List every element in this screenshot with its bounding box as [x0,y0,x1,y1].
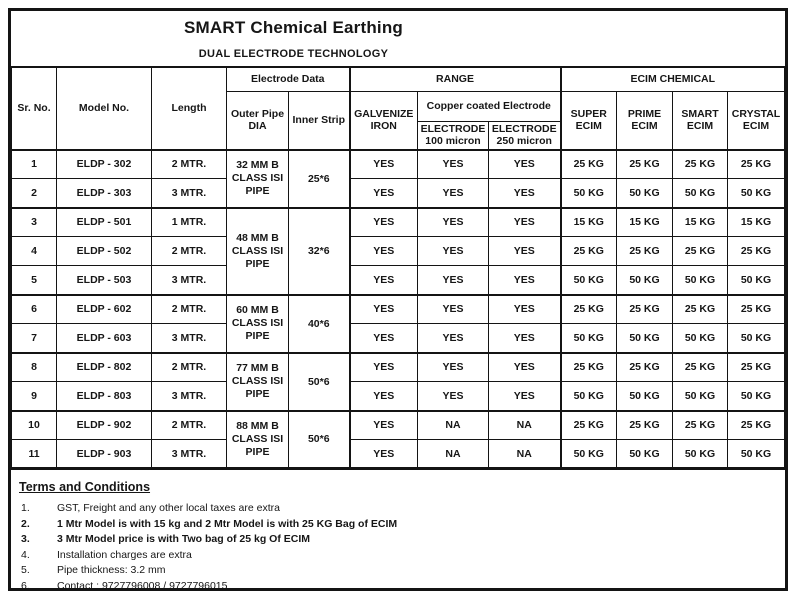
electrode-100-cell: YES [418,324,489,353]
outer-pipe-cell: 60 MM B CLASS ISI PIPE [227,295,289,353]
table-body [12,150,785,469]
table-row [12,150,785,179]
electrode-250-cell: YES [489,266,561,295]
model-no-cell: ELDP - 903 [57,440,152,469]
galvanize-cell: YES [350,295,418,324]
super-ecim-cell: 25 KG [561,353,617,382]
crystal-ecim-cell: 15 KG [728,208,785,237]
terms-item-number: 1. [21,502,30,515]
prime-ecim-cell: 25 KG [617,411,673,440]
outer-pipe-cell: 32 MM B CLASS ISI PIPE [227,150,289,208]
model-no-cell: ELDP - 602 [57,295,152,324]
electrode-250-cell: NA [489,411,561,440]
prime-ecim-cell: 50 KG [617,179,673,208]
sr-no-cell: 8 [12,353,57,382]
crystal-ecim-cell: 25 KG [728,237,785,266]
electrode-250-cell: YES [489,295,561,324]
crystal-ecim-cell: 25 KG [728,295,785,324]
terms-item [18,532,779,548]
col-group-ecim-chemical: ECIM CHEMICAL [561,67,785,91]
terms-item-number: 5. [21,564,30,577]
smart-ecim-cell: 25 KG [673,150,728,179]
terms-item-text: Pipe thickness: 3.2 mm [57,564,166,577]
length-cell: 3 MTR. [152,382,227,411]
smart-ecim-cell: 50 KG [673,179,728,208]
length-cell: 1 MTR. [152,208,227,237]
terms-item-number: 4. [21,548,30,561]
terms-item-number: 3. [21,533,30,546]
terms-heading: Terms and Conditions [19,480,151,495]
smart-ecim-cell: 15 KG [673,208,728,237]
sr-no-cell: 10 [12,411,57,440]
sr-no-cell: 9 [12,382,57,411]
terms-section [11,470,785,591]
sr-no-cell: 6 [12,295,57,324]
col-header-electrode-250: ELECTRODE 250 micron [489,121,561,150]
super-ecim-cell: 50 KG [561,440,617,469]
electrode-100-cell: YES [418,266,489,295]
table-header [12,67,785,150]
super-ecim-cell: 25 KG [561,295,617,324]
prime-ecim-cell: 50 KG [617,440,673,469]
smart-ecim-cell: 50 KG [673,324,728,353]
galvanize-cell: YES [350,411,418,440]
prime-ecim-cell: 25 KG [617,150,673,179]
sr-no-cell: 2 [12,179,57,208]
model-no-cell: ELDP - 902 [57,411,152,440]
outer-pipe-cell: 77 MM B CLASS ISI PIPE [227,353,289,411]
sr-no-cell: 11 [12,440,57,469]
super-ecim-cell: 50 KG [561,324,617,353]
col-header-electrode-100: ELECTRODE 100 micron [418,121,489,150]
super-ecim-cell: 50 KG [561,382,617,411]
super-ecim-cell: 50 KG [561,266,617,295]
length-cell: 3 MTR. [152,324,227,353]
electrode-100-cell: YES [418,353,489,382]
terms-item [18,563,779,579]
super-ecim-cell: 25 KG [561,411,617,440]
col-header-prime-ecim: PRIME ECIM [617,91,673,150]
inner-strip-cell: 40*6 [289,295,350,353]
inner-strip-cell: 50*6 [289,353,350,411]
prime-ecim-cell: 25 KG [617,353,673,382]
galvanize-cell: YES [350,324,418,353]
terms-item [18,501,779,517]
length-cell: 3 MTR. [152,440,227,469]
super-ecim-cell: 15 KG [561,208,617,237]
col-group-range: RANGE [350,67,561,91]
electrode-100-cell: YES [418,295,489,324]
crystal-ecim-cell: 50 KG [728,179,785,208]
outer-pipe-cell: 48 MM B CLASS ISI PIPE [227,208,289,295]
electrode-100-cell: NA [418,411,489,440]
model-no-cell: ELDP - 802 [57,353,152,382]
electrode-100-cell: YES [418,150,489,179]
galvanize-cell: YES [350,382,418,411]
col-header-outer-pipe-dia: Outer Pipe DIA [227,91,289,150]
document-frame [8,8,788,591]
electrode-250-cell: YES [489,237,561,266]
col-header-model-no: Model No. [57,67,152,150]
col-header-super-ecim: SUPER ECIM [561,91,617,150]
galvanize-cell: YES [350,150,418,179]
smart-ecim-cell: 25 KG [673,295,728,324]
table-row [12,237,785,266]
terms-item-text: 1 Mtr Model is with 15 kg and 2 Mtr Model is with 25 KG Bag of ECIM [57,517,398,530]
model-no-cell: ELDP - 502 [57,237,152,266]
electrode-250-cell: YES [489,150,561,179]
length-cell: 2 MTR. [152,237,227,266]
table-row [12,440,785,469]
inner-strip-cell: 50*6 [289,411,350,469]
length-cell: 3 MTR. [152,266,227,295]
table-row [12,324,785,353]
model-no-cell: ELDP - 501 [57,208,152,237]
table-row [12,266,785,295]
table-row [12,179,785,208]
electrode-100-cell: NA [418,440,489,469]
super-ecim-cell: 25 KG [561,237,617,266]
galvanize-cell: YES [350,353,418,382]
col-header-length: Length [152,67,227,150]
model-no-cell: ELDP - 503 [57,266,152,295]
crystal-ecim-cell: 50 KG [728,382,785,411]
smart-ecim-cell: 25 KG [673,237,728,266]
table-row [12,295,785,324]
table-row [12,382,785,411]
terms-item [18,517,779,533]
model-no-cell: ELDP - 803 [57,382,152,411]
table-row [12,353,785,382]
col-header-inner-strip: Inner Strip [289,91,350,150]
col-header-crystal-ecim: CRYSTAL ECIM [728,91,785,150]
electrode-100-cell: YES [418,382,489,411]
galvanize-cell: YES [350,266,418,295]
terms-item-text: Contact : 9727796008 / 9727796015 [57,579,228,591]
electrode-250-cell: NA [489,440,561,469]
inner-strip-cell: 32*6 [289,208,350,295]
electrode-100-cell: YES [418,208,489,237]
electrode-100-cell: YES [418,179,489,208]
terms-item [18,579,779,591]
crystal-ecim-cell: 50 KG [728,440,785,469]
model-no-cell: ELDP - 303 [57,179,152,208]
smart-ecim-cell: 50 KG [673,266,728,295]
galvanize-cell: YES [350,179,418,208]
crystal-ecim-cell: 25 KG [728,411,785,440]
page-subtitle: DUAL ELECTRODE TECHNOLOGY [198,48,389,60]
electrode-250-cell: YES [489,382,561,411]
col-header-smart-ecim: SMART ECIM [673,91,728,150]
smart-ecim-cell: 25 KG [673,411,728,440]
terms-item [18,548,779,564]
col-header-galvanize-iron: GALVENIZE IRON [350,91,418,150]
electrode-100-cell: YES [418,237,489,266]
sr-no-cell: 5 [12,266,57,295]
electrode-250-cell: YES [489,353,561,382]
crystal-ecim-cell: 50 KG [728,324,785,353]
title-block [11,11,576,60]
terms-item-text: Installation charges are extra [57,548,192,561]
length-cell: 2 MTR. [152,411,227,440]
crystal-ecim-cell: 25 KG [728,353,785,382]
sr-no-cell: 1 [12,150,57,179]
page-title: SMART Chemical Earthing [183,18,404,37]
table-row [12,208,785,237]
header-row-1 [12,67,785,91]
prime-ecim-cell: 50 KG [617,382,673,411]
smart-ecim-cell: 25 KG [673,353,728,382]
terms-item-text: GST, Freight and any other local taxes are extra [57,502,280,515]
sr-no-cell: 4 [12,237,57,266]
electrode-250-cell: YES [489,208,561,237]
col-header-sr-no: Sr. No. [12,67,57,150]
smart-ecim-cell: 50 KG [673,382,728,411]
prime-ecim-cell: 50 KG [617,266,673,295]
length-cell: 2 MTR. [152,353,227,382]
super-ecim-cell: 25 KG [561,150,617,179]
terms-item-text: 3 Mtr Model price is with Two bag of 25 kg Of ECIM [57,533,310,546]
terms-item-number: 2. [21,517,30,530]
terms-item-number: 6. [21,579,30,591]
galvanize-cell: YES [350,237,418,266]
smart-ecim-cell: 50 KG [673,440,728,469]
table-row [12,411,785,440]
sr-no-cell: 3 [12,208,57,237]
crystal-ecim-cell: 50 KG [728,266,785,295]
length-cell: 3 MTR. [152,179,227,208]
model-no-cell: ELDP - 603 [57,324,152,353]
electrode-250-cell: YES [489,179,561,208]
prime-ecim-cell: 15 KG [617,208,673,237]
outer-pipe-cell: 88 MM B CLASS ISI PIPE [227,411,289,469]
prime-ecim-cell: 25 KG [617,295,673,324]
col-group-copper-coated: Copper coated Electrode [418,91,561,121]
length-cell: 2 MTR. [152,295,227,324]
col-group-electrode-data: Electrode Data [227,67,350,91]
prime-ecim-cell: 25 KG [617,237,673,266]
electrode-250-cell: YES [489,324,561,353]
crystal-ecim-cell: 25 KG [728,150,785,179]
galvanize-cell: YES [350,208,418,237]
inner-strip-cell: 25*6 [289,150,350,208]
super-ecim-cell: 50 KG [561,179,617,208]
length-cell: 2 MTR. [152,150,227,179]
model-no-cell: ELDP - 302 [57,150,152,179]
prime-ecim-cell: 50 KG [617,324,673,353]
sr-no-cell: 7 [12,324,57,353]
spec-table [11,66,785,470]
galvanize-cell: YES [350,440,418,469]
